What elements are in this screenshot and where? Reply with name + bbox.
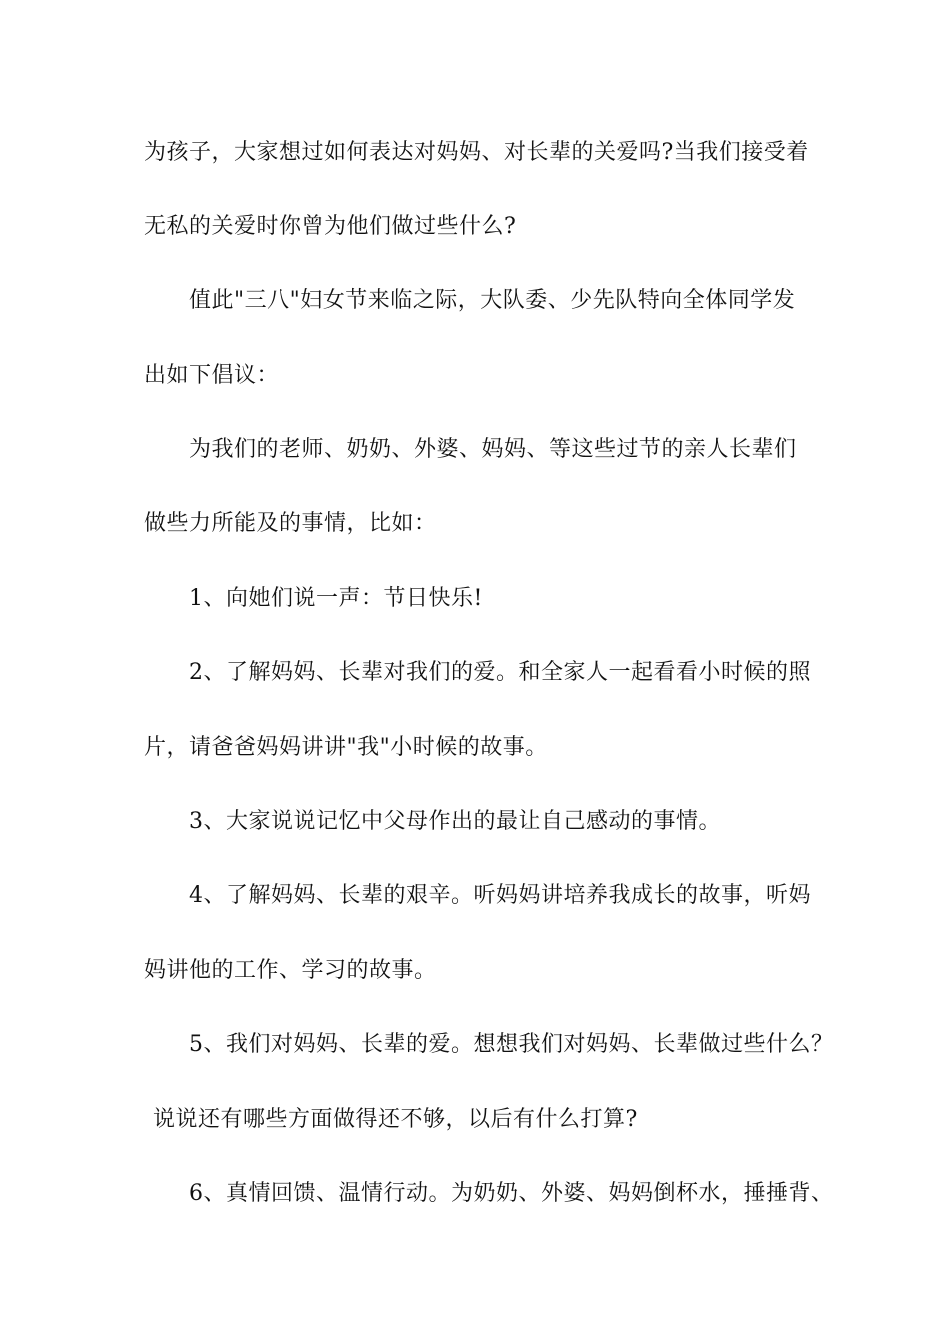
paragraph-line: 无私的关爱时你曾为他们做过些什么? (144, 214, 517, 239)
paragraph-line: 说说还有哪些方面做得还不够，以后有什么打算? (153, 1107, 638, 1132)
paragraph-line: 片，请爸爸妈妈讲讲"我"小时候的故事。 (144, 735, 548, 760)
list-item: 1、向她们说一声：节日快乐! (189, 586, 483, 611)
list-item: 5、我们对妈妈、长辈的爱。想想我们对妈妈、长辈做过些什么？ (189, 1032, 834, 1057)
paragraph-line: 妈讲他的工作、学习的故事。 (144, 958, 437, 983)
paragraph-line: 出如下倡议： (144, 363, 280, 388)
list-item: 6、真情回馈、温情行动。为奶奶、外婆、妈妈倒杯水，捶捶背、 (189, 1181, 834, 1206)
paragraph-line: 为孩子，大家想过如何表达对妈妈、对长辈的关爱吗?当我们接受着 (144, 140, 809, 165)
paragraph-line: 值此"三八"妇女节来临之际，大队委、少先队特向全体同学发 (189, 288, 796, 313)
paragraph-line: 为我们的老师、奶奶、外婆、妈妈、等这些过节的亲人长辈们 (189, 437, 797, 462)
list-item: 4、了解妈妈、长辈的艰辛。听妈妈讲培养我成长的故事，听妈 (189, 883, 811, 908)
paragraph-line: 做些力所能及的事情，比如： (144, 511, 437, 536)
list-item: 2、了解妈妈、长辈对我们的爱。和全家人一起看看小时候的照 (189, 660, 811, 685)
list-item: 3、大家说说记忆中父母作出的最让自己感动的事情。 (189, 809, 721, 834)
